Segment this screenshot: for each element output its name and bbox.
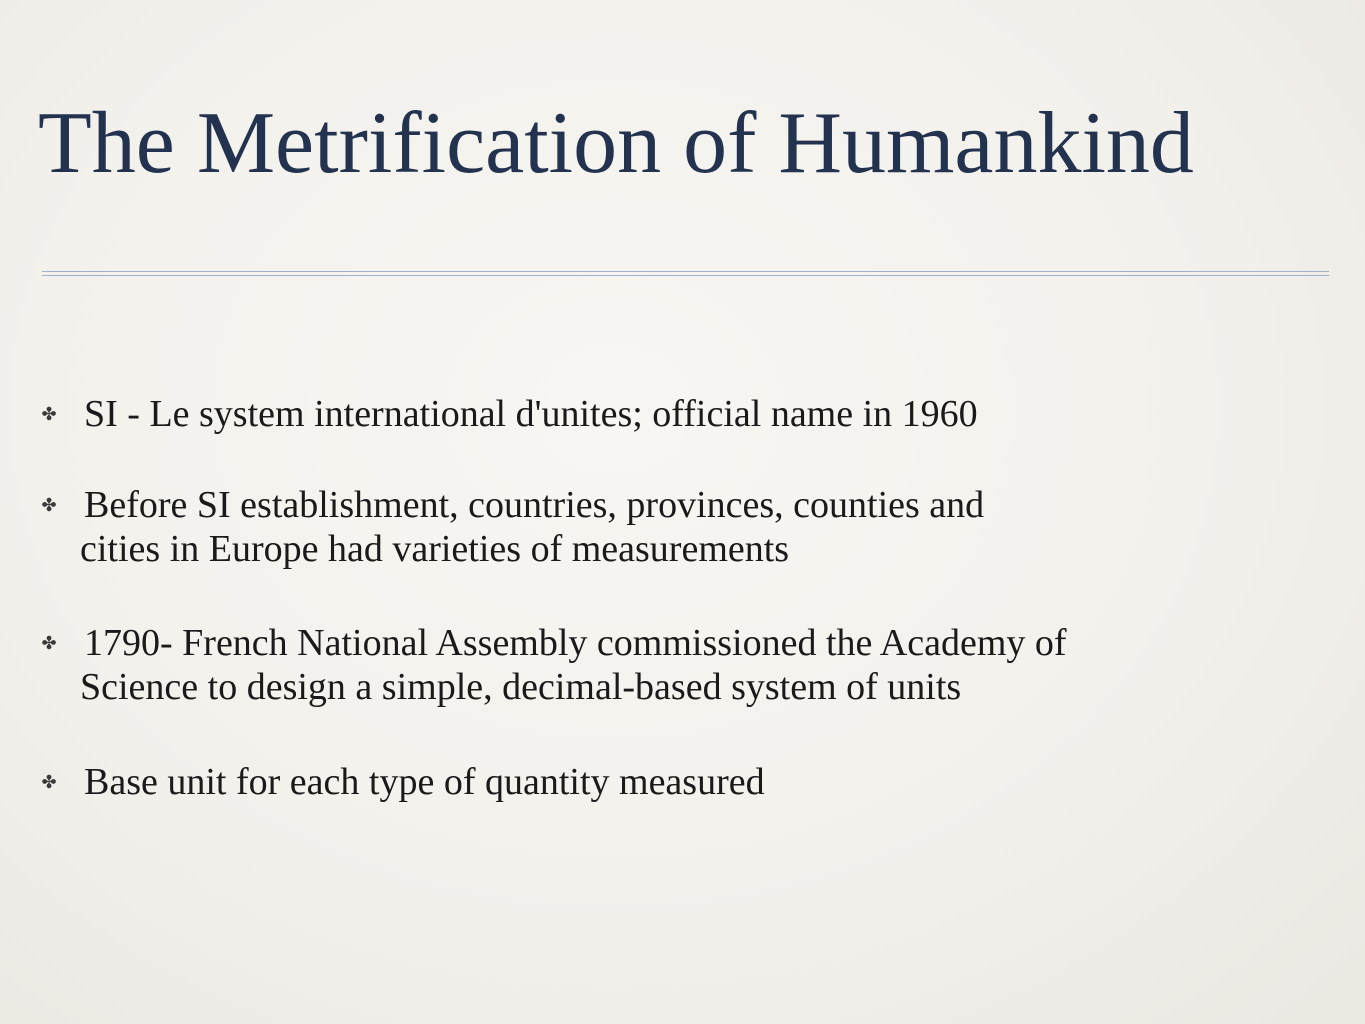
bullet-text: 1790- French National Assembly commissioned the Academy of Science to design a simple, decimal-based system of units [80,622,1067,708]
bullet-icon: ✤ [41,404,57,425]
bullet-text: Base unit for each type of quantity measured [84,761,765,803]
title-divider [42,271,1329,276]
bullet-icon: ✤ [41,633,57,654]
bullet-icon: ✤ [41,495,57,516]
slide-title: The Metrification of Humankind [38,95,1194,192]
bullet-icon: ✤ [41,772,57,793]
bullet-text: Before SI establishment, countries, provinces, counties and cities in Europe had varieties of measurements [80,484,985,570]
bullet-text: SI - Le system international d'unites; official name in 1960 [84,393,978,435]
